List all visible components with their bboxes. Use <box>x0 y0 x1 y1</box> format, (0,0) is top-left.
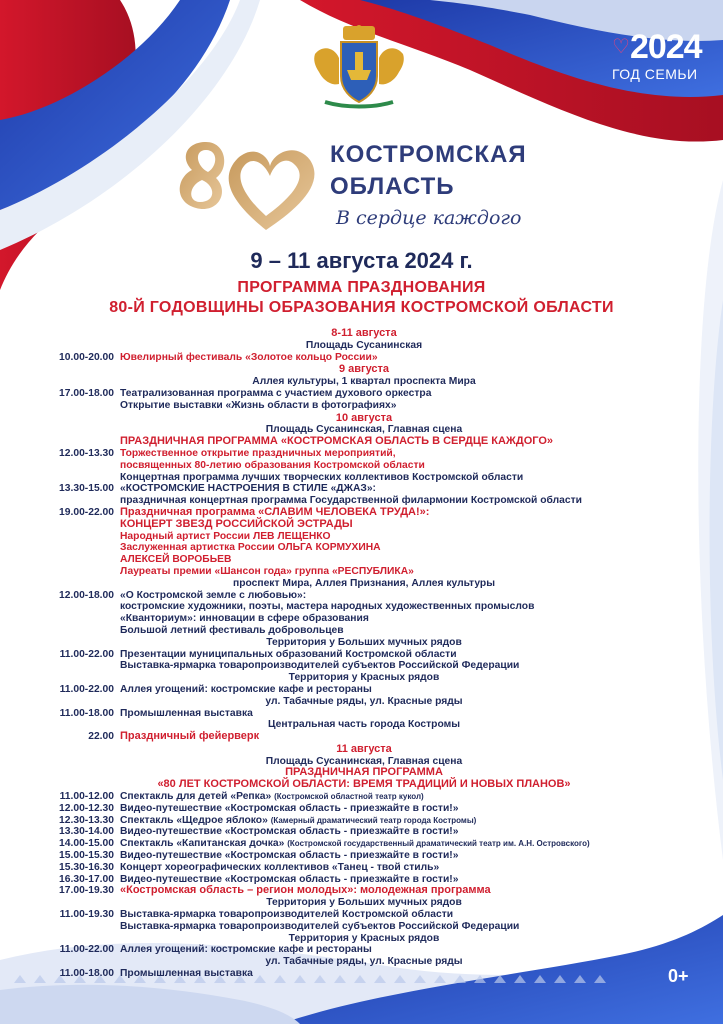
badge-year: 2024 <box>629 28 702 66</box>
event-time: 17.00-19.30 <box>59 885 114 897</box>
venue: Территория у Красных рядов <box>288 672 440 684</box>
schedule-row <box>44 601 684 613</box>
schedule-row <box>44 909 684 921</box>
region-motto: В сердце каждого <box>336 207 522 229</box>
event-time: 11.00-18.00 <box>59 968 114 980</box>
schedule-row <box>44 731 684 743</box>
event-time: 11.00-18.00 <box>59 707 114 719</box>
event-text: Промышленная выставка <box>120 968 253 980</box>
event-time: 14.00-15.00 <box>59 838 114 850</box>
event-text: Заслуженная артистка России ОЛЬГА КОРМУХИНА <box>120 542 381 554</box>
venue: Площадь Сусанинская, Главная сцена <box>265 424 463 436</box>
event-text: посвященных 80-летию образования Костромской области <box>120 459 425 471</box>
day-label: 8-11 августа <box>331 327 397 339</box>
event-time: 17.00-18.00 <box>59 387 114 399</box>
event-time: 11.00-22.00 <box>59 944 114 956</box>
day-label: 10 августа <box>335 411 393 424</box>
schedule-row <box>44 862 684 874</box>
schedule-row <box>44 542 684 554</box>
schedule-row <box>44 472 684 484</box>
section-header: ПРАЗДНИЧНАЯ ПРОГРАММА <box>285 766 443 779</box>
schedule-row <box>44 590 684 602</box>
event-text: Ювелирный фестиваль «Золотое кольцо России» <box>120 351 378 363</box>
schedule-row <box>44 826 684 838</box>
event-time: 11.00-22.00 <box>59 648 114 660</box>
schedule-row <box>44 448 684 460</box>
region-name-line2: ОБЛАСТЬ <box>330 173 455 200</box>
section-header <box>44 436 684 448</box>
day-label: 9 августа <box>338 363 390 376</box>
event-text: Праздничный фейерверк <box>120 730 260 743</box>
schedule-row <box>44 791 684 803</box>
year-of-family-badge <box>612 30 704 82</box>
schedule-row <box>44 400 684 412</box>
venue: Площадь Сусанинская <box>305 339 423 351</box>
event-time: 13.30-15.00 <box>59 483 114 495</box>
event-text: Видео-путешествие «Костромская область - приезжайте в гости!» <box>120 826 459 838</box>
schedule-row <box>44 684 684 696</box>
80-anniversary-logo <box>166 136 326 234</box>
schedule-row <box>44 649 684 661</box>
event-note: (Костромской государственный драматический театр им. А.Н. Островского) <box>287 839 590 849</box>
region-logo-text <box>330 139 527 229</box>
schedule-row <box>44 885 684 897</box>
schedule-row <box>44 483 684 495</box>
event-time: 12.00-13.30 <box>59 447 114 459</box>
event-text: Народный артист России ЛЕВ ЛЕЩЕНКО <box>120 530 331 542</box>
coat-of-arms-emblem <box>305 24 413 112</box>
event-text: Выставка-ярмарка товаропроизводителей субъектов Российской Федерации <box>120 920 520 932</box>
event-time: 12.00-18.00 <box>59 589 114 601</box>
event-time: 11.00-12.00 <box>59 791 114 803</box>
schedule-row <box>44 388 684 400</box>
event-time: 11.00-19.30 <box>59 909 114 921</box>
schedule-row <box>44 352 684 364</box>
event-text: Лауреаты премии «Шансон года» группа «РЕСПУБЛИКА» <box>120 565 414 577</box>
event-text: костромские художники, поэты, мастера народных художественных промыслов <box>120 601 535 613</box>
schedule-row <box>44 531 684 543</box>
event-text: Видео-путешествие «Костромская область - приезжайте в гости!» <box>120 850 459 862</box>
event-text: АЛЕКСЕЙ ВОРОБЬЕВ <box>120 554 232 566</box>
schedule-row <box>44 815 684 827</box>
schedule-row <box>44 566 684 578</box>
age-rating: 0+ <box>668 966 689 986</box>
schedule-row <box>44 625 684 637</box>
schedule-row <box>44 660 684 672</box>
event-text: «Костромская область – регион молодых»: молодежная программа <box>120 884 491 897</box>
venue: Территория у Больших мучных рядов <box>266 636 462 648</box>
schedule-row <box>44 519 684 531</box>
event-text: Выставка-ярмарка товаропроизводителей Костромской области <box>120 909 454 921</box>
event-time: 12.30-13.30 <box>59 814 114 826</box>
venue: Аллея культуры, 1 квартал проспекта Мира <box>252 376 476 388</box>
schedule-row <box>44 838 684 850</box>
schedule-row <box>44 507 684 519</box>
schedule-row <box>44 968 684 980</box>
venue: проспект Мира, Аллея Признания, Аллея культуры <box>232 577 496 589</box>
event-text: «Кванториум»: инновации в сфере образования <box>120 613 369 625</box>
schedule-row <box>44 708 684 720</box>
event-text: Открытие выставки «Жизнь области в фотографиях» <box>120 399 397 411</box>
schedule-row <box>44 613 684 625</box>
event-text: Аллея угощений: костромские кафе и рестораны <box>120 944 372 956</box>
event-text: Видео-путешествие «Костромская область - приезжайте в гости!» <box>120 802 459 814</box>
event-text: Аллея угощений: костромские кафе и рестораны <box>120 683 372 695</box>
schedule-row <box>44 921 684 933</box>
event-text: Торжественное открытие праздничных мероприятий, <box>120 447 396 459</box>
venue: Территория у Красных рядов <box>288 932 440 944</box>
event-time: 12.00-12.30 <box>59 802 114 814</box>
badge-subtitle: ГОД СЕМЬИ <box>612 66 698 82</box>
schedule-row <box>44 460 684 472</box>
event-text: Спектакль для детей «Репка» <box>120 791 272 803</box>
schedule-row <box>44 850 684 862</box>
event-time: 15.30-16.30 <box>59 861 114 873</box>
venue: Территория у Больших мучных рядов <box>266 897 462 909</box>
event-text: Праздничная программа «СЛАВИМ ЧЕЛОВЕКА ТРУДА!»: <box>120 505 430 518</box>
event-time: 13.30-14.00 <box>59 826 114 838</box>
event-text: Концертная программа лучших творческих коллективов Костромской области <box>120 471 524 483</box>
event-note: (Костромской областной театр кукол) <box>274 792 424 802</box>
program-schedule <box>44 327 684 980</box>
event-text: Большой летний фестиваль добровольцев <box>120 624 344 636</box>
event-text: Видео-путешествие «Костромская область - приезжайте в гости!» <box>120 873 459 885</box>
section-header: «80 ЛЕТ КОСТРОМСКОЙ ОБЛАСТИ: ВРЕМЯ ТРАДИЦИЙ И НОВЫХ ПЛАНОВ» <box>157 778 571 791</box>
event-time: 10.00-20.00 <box>59 351 114 363</box>
venue: ул. Табачные ряды, ул. Красные ряды <box>265 956 463 968</box>
event-text: КОНЦЕРТ ЗВЕЗД РОССИЙСКОЙ ЭСТРАДЫ <box>120 517 353 530</box>
event-text: праздничная концертная программа Государственной филармонии Костромской области <box>120 495 582 507</box>
program-subtitle: 80-Й ГОДОВЩИНЫ ОБРАЗОВАНИЯ КОСТРОМСКОЙ ОБЛАСТИ <box>109 299 614 316</box>
event-text: Концерт хореографических коллективов «Танец - твой стиль» <box>120 861 440 873</box>
event-time: 22.00 <box>88 731 114 743</box>
event-time: 11.00-22.00 <box>59 683 114 695</box>
event-text: Промышленная выставка <box>120 707 253 719</box>
event-text: Спектакль «Щедрое яблоко» <box>120 814 268 826</box>
schedule-row <box>44 554 684 566</box>
event-time: 19.00-22.00 <box>59 506 114 518</box>
venue: Площадь Сусанинская, Главная сцена <box>265 755 463 767</box>
event-note: (Камерный драматический театр города Костромы) <box>270 815 477 825</box>
day-label: 11 августа <box>336 742 392 755</box>
event-dates: 9 – 11 августа 2024 г. <box>250 248 473 273</box>
venue: Центральная часть города Костромы <box>267 719 461 731</box>
region-name-line1: КОСТРОМСКАЯ <box>330 141 527 168</box>
venue: ул. Табачные ряды, ул. Красные ряды <box>265 695 463 707</box>
event-time: 16.30-17.00 <box>59 873 114 885</box>
schedule-row <box>44 944 684 956</box>
event-text: Спектакль «Капитанская дочка» <box>120 838 285 850</box>
event-text: «КОСТРОМСКИЕ НАСТРОЕНИЯ В СТИЛЕ «ДЖАЗ»: <box>120 483 376 495</box>
event-time: 15.00-15.30 <box>59 850 114 862</box>
event-text: «О Костромской земле с любовью»: <box>120 589 307 601</box>
section-header-text: ПРАЗДНИЧНАЯ ПРОГРАММА «КОСТРОМСКАЯ ОБЛАСТЬ В СЕРДЦЕ КАЖДОГО» <box>120 435 554 448</box>
event-text: Презентации муниципальных образований Костромской области <box>120 648 457 660</box>
program-title: ПРОГРАММА ПРАЗДНОВАНИЯ <box>237 279 486 296</box>
event-text: Театрализованная программа с участием духового оркестра <box>120 387 432 399</box>
schedule-row <box>44 803 684 815</box>
event-text: Выставка-ярмарка товаропроизводителей субъектов Российской Федерации <box>120 660 520 672</box>
heart-icon: ♡ <box>612 36 629 58</box>
